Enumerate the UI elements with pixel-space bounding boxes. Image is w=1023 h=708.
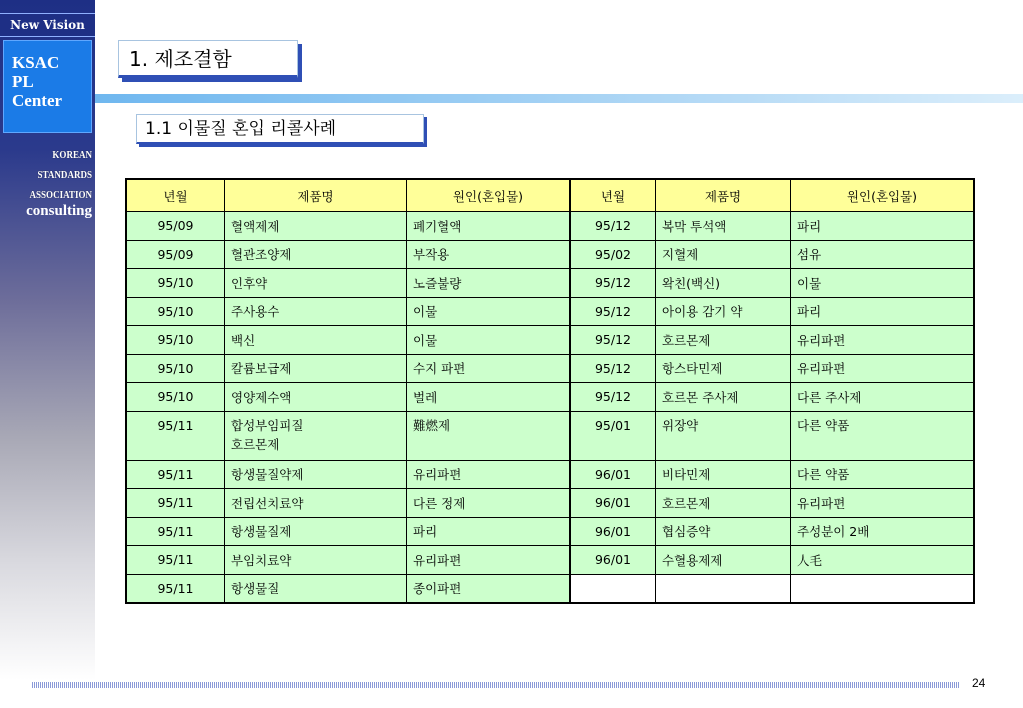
right-cell-product: 왁친(백신)	[656, 269, 791, 298]
left-cell-product: 항생물질	[225, 574, 407, 603]
right-cell-date: 95/12	[570, 354, 656, 383]
table-row	[126, 546, 974, 575]
right-cell-product: 위장약	[656, 411, 791, 460]
col-header-product: 제품명	[225, 179, 407, 212]
col-header-cause: 원인(혼입물)	[407, 179, 571, 212]
right-cell-date: 95/12	[570, 383, 656, 412]
left-cell-product: 영양제수액	[225, 383, 407, 412]
left-cell-date: 95/11	[126, 411, 225, 460]
org-line-standards: STANDARDS	[37, 169, 92, 181]
right-cell-product	[656, 574, 791, 603]
left-cell-product: 전립선치료약	[225, 489, 407, 518]
left-cell-product: 항생물질약제	[225, 460, 407, 489]
right-cell-cause: 유리파편	[791, 326, 975, 355]
section-title: 1. 제조결함	[118, 40, 298, 78]
left-cell-cause: 이물	[407, 297, 571, 326]
right-cell-date: 96/01	[570, 460, 656, 489]
right-cell-cause: 다른 약품	[791, 411, 975, 460]
left-cell-cause: 폐기혈액	[407, 212, 571, 241]
right-cell-cause	[791, 574, 975, 603]
org-line-korean: KOREAN	[52, 149, 92, 161]
right-cell-product: 항스타민제	[656, 354, 791, 383]
right-cell-date: 95/12	[570, 297, 656, 326]
left-cell-cause: 파리	[407, 517, 571, 546]
right-cell-product: 협심증약	[656, 517, 791, 546]
left-cell-cause: 수지 파편	[407, 354, 571, 383]
right-cell-date: 95/12	[570, 269, 656, 298]
right-cell-product: 아이용 감기 약	[656, 297, 791, 326]
consulting-label: consulting	[26, 203, 92, 219]
table-row	[126, 354, 974, 383]
ksac-line: KSAC	[12, 53, 60, 72]
sidebar	[0, 0, 95, 708]
left-cell-date: 95/11	[126, 489, 225, 518]
right-cell-cause: 다른 주사제	[791, 383, 975, 412]
left-cell-date: 95/11	[126, 517, 225, 546]
right-cell-cause: 주성분이 2배	[791, 517, 975, 546]
right-cell-cause: 人毛	[791, 546, 975, 575]
right-cell-product: 수혈용제제	[656, 546, 791, 575]
table-row	[126, 489, 974, 518]
right-cell-date: 96/01	[570, 489, 656, 518]
right-cell-product: 호르몬제	[656, 326, 791, 355]
left-cell-cause: 다른 정제	[407, 489, 571, 518]
left-cell-cause: 유리파편	[407, 460, 571, 489]
header-rule	[95, 94, 1023, 103]
col-header-date: 년월	[126, 179, 225, 212]
right-cell-cause: 파리	[791, 297, 975, 326]
right-cell-product: 호르몬 주사제	[656, 383, 791, 412]
right-cell-date: 96/01	[570, 546, 656, 575]
left-cell-date: 95/11	[126, 574, 225, 603]
table-row	[126, 411, 974, 460]
pl-line: PL	[12, 72, 34, 91]
right-cell-cause: 다른 약품	[791, 460, 975, 489]
right-cell-cause: 유리파편	[791, 354, 975, 383]
product-line: 합성부임피질	[231, 417, 304, 433]
col-header-date: 년월	[570, 179, 656, 212]
right-cell-date: 96/01	[570, 517, 656, 546]
left-cell-date: 95/09	[126, 240, 225, 269]
left-cell-cause: 難燃제	[407, 411, 571, 460]
right-cell-date: 95/12	[570, 212, 656, 241]
table-row	[126, 460, 974, 489]
footer-dotted-rule	[32, 682, 959, 688]
table-header-row	[126, 179, 974, 212]
right-cell-product: 호르몬제	[656, 489, 791, 518]
right-cell-cause: 파리	[791, 212, 975, 241]
page-number: 24	[972, 676, 986, 690]
right-cell-date: 95/01	[570, 411, 656, 460]
left-cell-product: 혈액제제	[225, 212, 407, 241]
table-row	[126, 574, 974, 603]
left-cell-product: 부임치료약	[225, 546, 407, 575]
product-line: 호르몬제	[231, 436, 280, 452]
table-row	[126, 297, 974, 326]
left-cell-product: 혈관조양제	[225, 240, 407, 269]
org-line-association: ASSOCIATION	[29, 189, 92, 201]
left-cell-product: 주사용수	[225, 297, 407, 326]
left-cell-product: 인후약	[225, 269, 407, 298]
right-cell-product: 지혈제	[656, 240, 791, 269]
col-header-cause: 원인(혼입물)	[791, 179, 975, 212]
right-cell-date	[570, 574, 656, 603]
left-cell-cause: 종이파편	[407, 574, 571, 603]
left-cell-product: 항생물질제	[225, 517, 407, 546]
table-row	[126, 212, 974, 241]
left-cell-date: 95/10	[126, 326, 225, 355]
new-vision-tag: New Vision	[0, 13, 95, 37]
left-cell-date: 95/10	[126, 383, 225, 412]
table-row	[126, 517, 974, 546]
left-cell-date: 95/10	[126, 269, 225, 298]
left-cell-product: 칼륨보급제	[225, 354, 407, 383]
org-name	[17, 145, 92, 205]
left-cell-cause: 유리파편	[407, 546, 571, 575]
table-row	[126, 269, 974, 298]
center-line: Center	[12, 91, 63, 110]
right-cell-cause: 이물	[791, 269, 975, 298]
left-cell-date: 95/10	[126, 354, 225, 383]
left-cell-product: 백신	[225, 326, 407, 355]
subsection-title: 1.1 이물질 혼입 리콜사례	[136, 114, 424, 144]
left-cell-date: 95/09	[126, 212, 225, 241]
left-cell-date: 95/11	[126, 460, 225, 489]
right-cell-cause: 섬유	[791, 240, 975, 269]
right-cell-date: 95/02	[570, 240, 656, 269]
left-cell-cause: 노즐불량	[407, 269, 571, 298]
right-cell-product: 복막 투석액	[656, 212, 791, 241]
left-cell-date: 95/10	[126, 297, 225, 326]
left-cell-date: 95/11	[126, 546, 225, 575]
left-cell-product	[225, 411, 407, 460]
col-header-product: 제품명	[656, 179, 791, 212]
left-cell-cause: 부작용	[407, 240, 571, 269]
left-cell-cause: 벌레	[407, 383, 571, 412]
right-cell-date: 95/12	[570, 326, 656, 355]
table-row	[126, 240, 974, 269]
ksac-logo-box	[3, 40, 92, 133]
recall-table	[125, 178, 975, 604]
left-cell-cause: 이물	[407, 326, 571, 355]
table-row	[126, 326, 974, 355]
right-cell-product: 비타민제	[656, 460, 791, 489]
right-cell-cause: 유리파편	[791, 489, 975, 518]
table-row	[126, 383, 974, 412]
